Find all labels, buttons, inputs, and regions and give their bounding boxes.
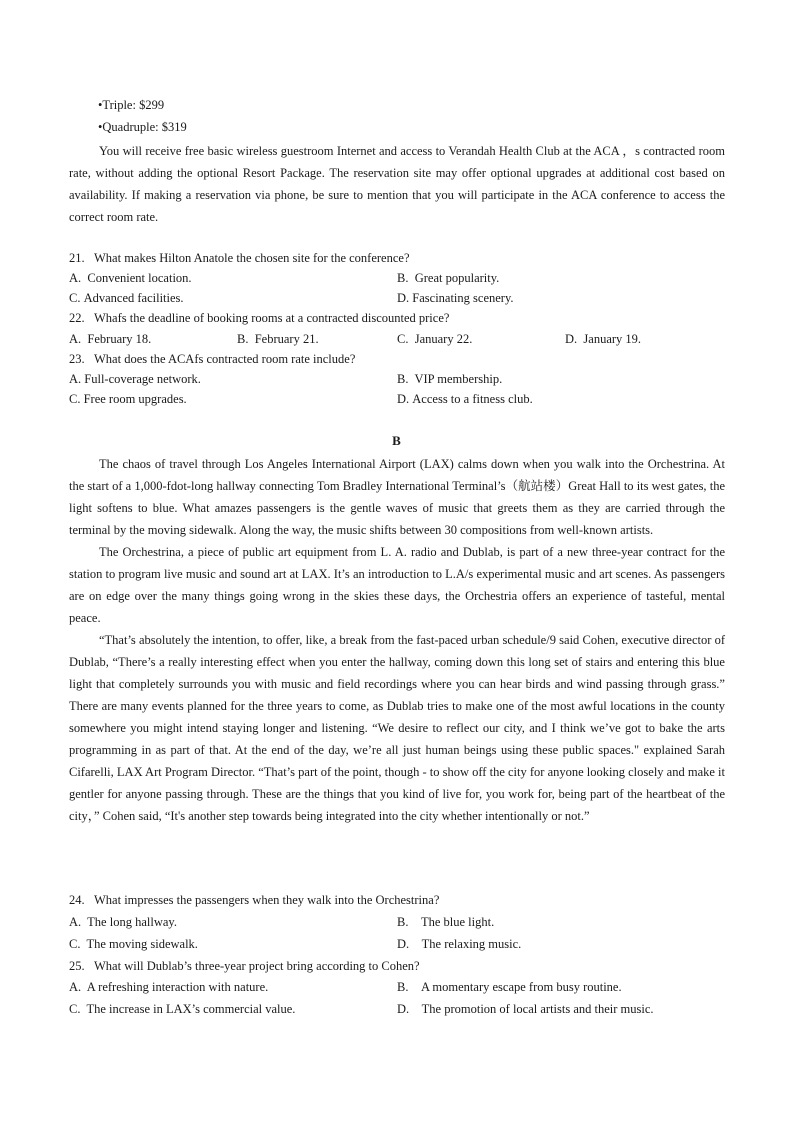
q22-option-d[interactable]: D. January 19. (565, 332, 642, 346)
q21-option-b[interactable]: B. Great popularity. (397, 271, 500, 285)
question-22: 22. Whafs the deadline of booking rooms at a contracted discounted price? (69, 311, 450, 325)
q22-option-a[interactable]: A. February 18. (69, 332, 152, 346)
question-21: 21. What makes Hilton Anatole the chosen site for the conference? (69, 251, 410, 265)
q24-option-b[interactable]: B. The blue light. (397, 915, 495, 929)
question-23: 23. What does the ACAfs contracted room rate include? (69, 352, 356, 366)
q22-option-b[interactable]: B. February 21. (237, 332, 319, 346)
passage-b (69, 453, 725, 827)
passage-b-paragraph-2: The Orchestrina, a piece of public art equipment from L. A. radio and Dublab, is part of a new three-year contract for the station to program live music and sound art at LAX. It’s an introduction to L.A/s experimental music and art scenes. As passengers are on edge over the many things going wrong in the skies these days, the Orchestria offers an experience of tasteful, mental peace. (69, 545, 725, 625)
passage-a-paragraph (69, 140, 725, 228)
q25-option-d[interactable]: D. The promotion of local artists and their music. (397, 1002, 654, 1016)
q23-option-b[interactable]: B. VIP membership. (397, 372, 503, 386)
section-b-heading: B (392, 433, 401, 448)
q24-option-d[interactable]: D. The relaxing music. (397, 937, 522, 951)
q25-option-c[interactable]: C. The increase in LAX’s commercial value. (69, 1002, 296, 1016)
q21-option-c[interactable]: C. Advanced facilities. (69, 291, 184, 305)
price-quadruple: •Quadruple: $319 (98, 120, 187, 134)
q23-option-a[interactable]: A. Full-coverage network. (69, 372, 201, 386)
question-24: 24. What impresses the passengers when they walk into the Orchestrina? (69, 893, 440, 907)
q24-option-c[interactable]: C. The moving sidewalk. (69, 937, 198, 951)
question-25: 25. What will Dublab’s three-year project bring according to Cohen? (69, 959, 420, 973)
q23-option-d[interactable]: D. Access to a fitness club. (397, 392, 533, 406)
q21-option-d[interactable]: D. Fascinating scenery. (397, 291, 514, 305)
q25-option-a[interactable]: A. A refreshing interaction with nature. (69, 980, 269, 994)
q22-option-c[interactable]: C. January 22. (397, 332, 473, 346)
passage-a-text: You will receive free basic wireless guestroom Internet and access to Verandah Health Club at the ACA ，s contracted room rate, without adding the optional Resort Package. The reservation site may offer optional upgrades at additional cost based on availability. If making a reservation via phone, be sure to mention that you will participate in the ACA conference to access the correct room rate. (69, 144, 725, 224)
price-triple: •Triple: $299 (98, 98, 165, 112)
passage-b-paragraph-1: The chaos of travel through Los Angeles International Airport (LAX) calms down when you walk into the Orchestrina. At the start of a 1,000-fdot-long hallway connecting Tom Bradley International Terminal’s（航站楼）Great Hall to its west gates, the light softens to blue. What amazes passengers is the gentle waves of music that greets them as they are carried through the terminal by the moving sidewalk. Along the way, the music shifts between 30 compositions from well-known artists. (69, 457, 725, 537)
q21-option-a[interactable]: A. Convenient location. (69, 271, 192, 285)
q25-option-b[interactable]: B. A momentary escape from busy routine. (397, 980, 622, 994)
q24-option-a[interactable]: A. The long hallway. (69, 915, 177, 929)
q23-option-c[interactable]: C. Free room upgrades. (69, 392, 187, 406)
passage-b-paragraph-3: “That’s absolutely the intention, to offer, like, a break from the fast-paced urban schedule/9 said Cohen, executive director of Dublab, “There’s a really interesting effect when you enter the hallway, coming down this long set of stairs and entering this blue light that completely surrounds you with music and field recordings where you can hear birds and wind passing through grass.” There are many events planned for the three years to come, as Dublab tries to make one of the most awful locations in the county somewhere you might intend staying longer and listening. “We desire to reflect our city, and I think we’ve got to bake the arts programming in as part of that. At the end of the day, we’re all just human beings using these public spaces." explained Sarah Cifarelli, LAX Art Program Director. “That’s part of the point, though - to show off the city for anyone looking closely and make it gentler for anyone passing through. These are the things that you kind of live for, you work for, being part of the heartbeat of the city，” Cohen said, “It's another step towards being integrated into the city whether intentionally or not.” (69, 633, 725, 823)
